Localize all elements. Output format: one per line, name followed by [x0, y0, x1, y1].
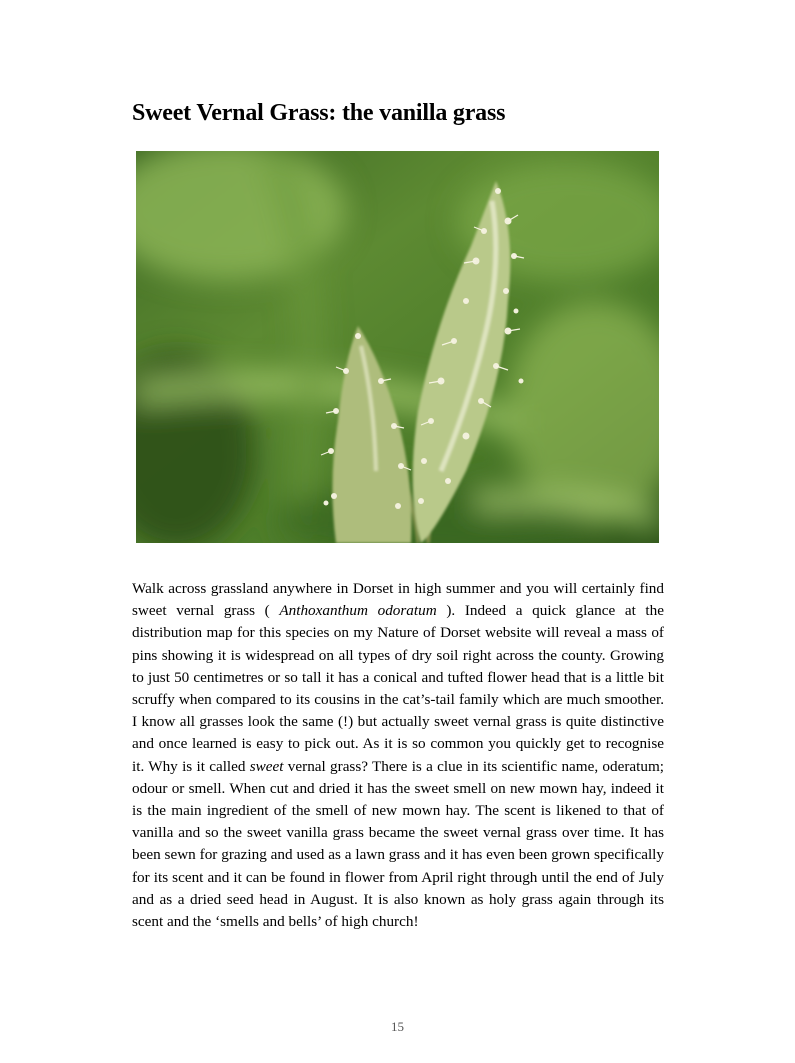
body-text-part-1: Walk across grassland anywhere in Dorset in high summer and you will certainly find sweet vernal grass ( — [132, 580, 664, 620]
body-text-part-2: ). Indeed a quick glance at the distribution map for this species on my Nature of Dorset website will reveal a mass of pins showing it is widespread on all types of dry soil right across the county. Growing to just 50 centimetres or so tall it has a conical and tufted flower head that is a little bit scruffy when compared to its cousins in the cat’s-tail family which are much smoother. I know all grasses look the same (!) but actually sweet vernal grass is quite distinctive and once learned is easy to pick out. As it is so common you quickly get to recognise it. Why is it called — [132, 602, 664, 775]
grass-flower-photo — [136, 151, 659, 543]
body-text-part-3: vernal grass? There is a clue in its scientific name, oderatum; odour or smell. When cut and dried it has the sweet smell on new mown hay, indeed it is the main ingredient of the smell of new mown hay. The scent is likened to that of vanilla and so the sweet vanilla grass became the sweet vernal grass over time. It has been sewn for grazing and used as a lawn grass and it has even been grown specifically for its scent and it can be found in flower from April right through until the end of July and as a dried seed head in August. It is also known as holy grass again through its scent and the ‘smells and bells’ of high church! — [132, 757, 664, 931]
scientific-name: Anthoxanthum odoratum — [279, 602, 437, 620]
emphasis-sweet: sweet — [249, 757, 284, 775]
page-number: 15 — [391, 1019, 404, 1034]
page-title: Sweet Vernal Grass: the vanilla grass — [132, 100, 506, 126]
body-paragraph — [132, 578, 664, 933]
